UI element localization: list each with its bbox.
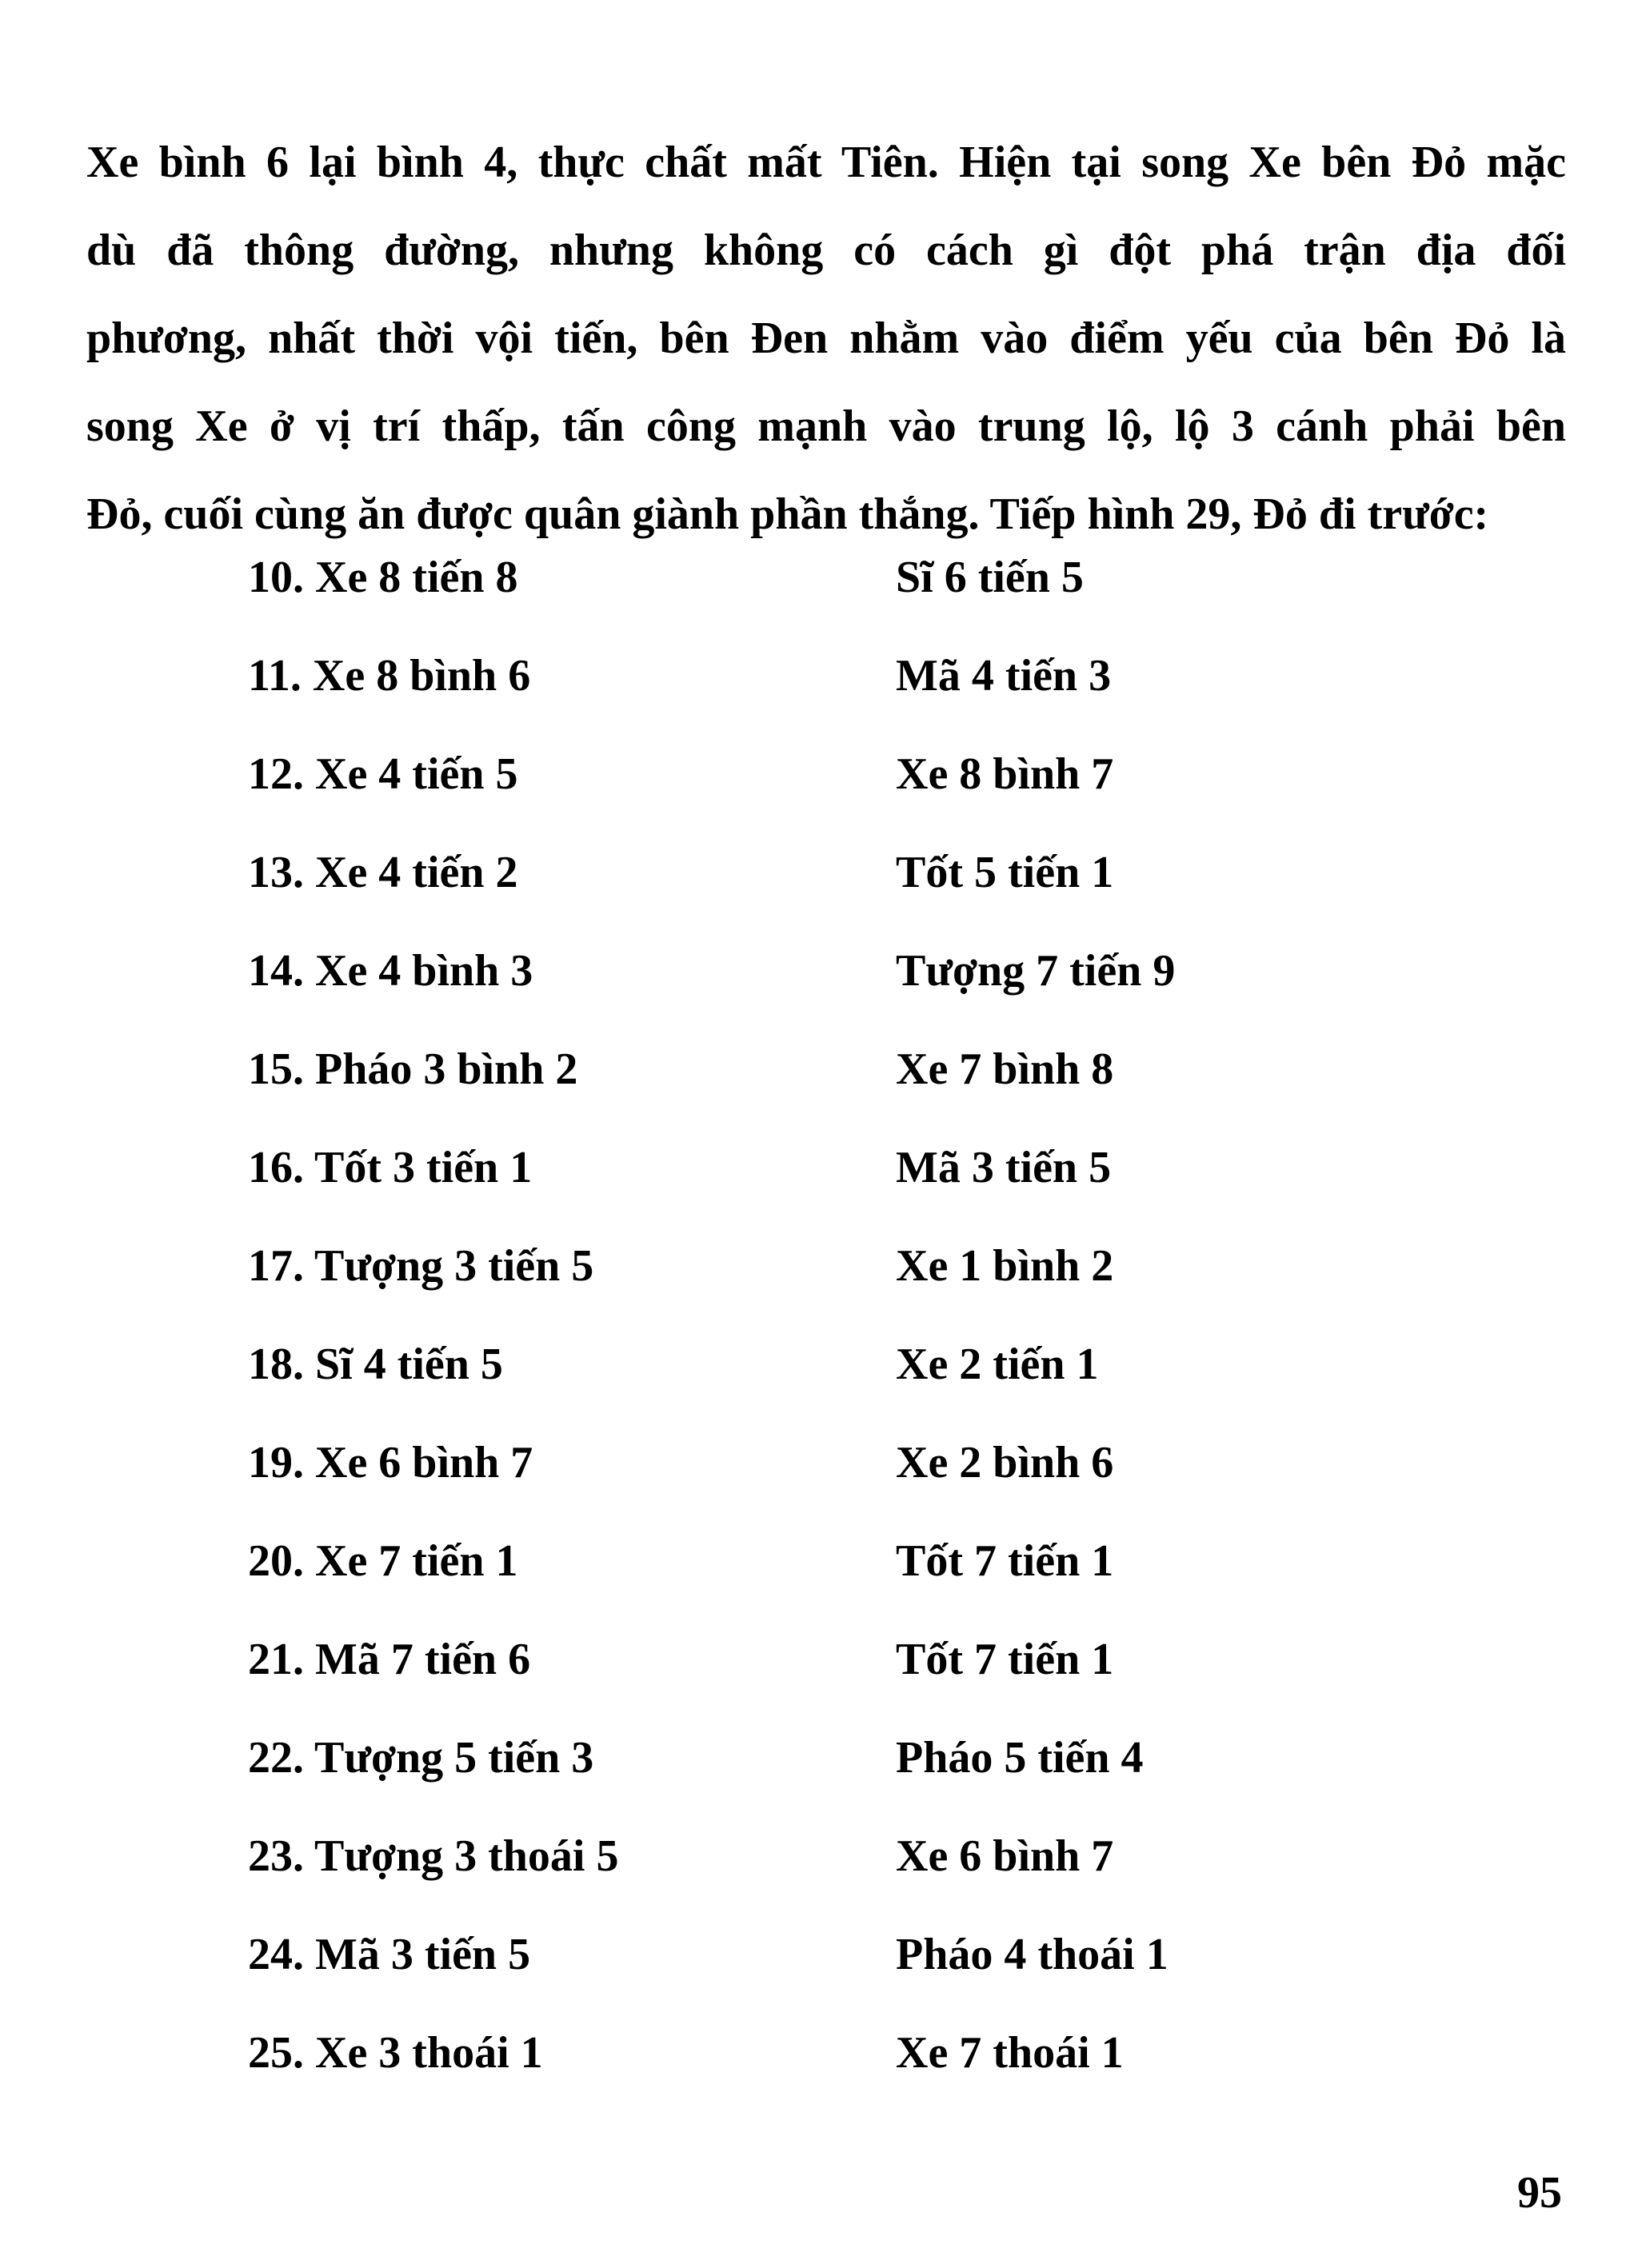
red-move: 20. Xe 7 tiến 1: [248, 1536, 518, 1586]
move-row: [248, 1824, 1448, 1923]
red-move: 14. Xe 4 bình 3: [248, 946, 533, 996]
paragraph-line: dù đã thông đường, nhưng không có cách gì đột phá trận địa đối: [86, 226, 1566, 275]
black-move: Tượng 7 tiến 9: [896, 946, 1176, 996]
move-row: [248, 644, 1448, 742]
red-move: 25. Xe 3 thoái 1: [248, 2028, 543, 2078]
red-move: 16. Tốt 3 tiến 1: [248, 1143, 533, 1192]
move-row: [248, 1726, 1448, 1824]
move-row: [248, 2021, 1448, 2119]
red-move: 21. Mã 7 tiến 6: [248, 1635, 531, 1684]
black-move: Pháo 5 tiến 4: [896, 1733, 1144, 1783]
move-list: [248, 545, 1448, 2119]
black-move: Mã 3 tiến 5: [896, 1143, 1112, 1192]
black-move: Xe 2 tiến 1: [896, 1340, 1099, 1389]
black-move: Tốt 7 tiến 1: [896, 1536, 1114, 1586]
move-row: [248, 1431, 1448, 1529]
paragraph-line: song Xe ở vị trí thấp, tấn công mạnh vào trung lộ, lộ 3 cánh phải bên: [86, 401, 1566, 451]
red-move: 12. Xe 4 tiến 5: [248, 749, 518, 799]
move-row: [248, 1037, 1448, 1136]
move-row: [248, 1627, 1448, 1726]
red-move: 13. Xe 4 tiến 2: [248, 848, 518, 897]
red-move: 15. Pháo 3 bình 2: [248, 1044, 578, 1094]
move-row: [248, 1332, 1448, 1431]
black-move: Xe 7 bình 8: [896, 1044, 1114, 1094]
black-move: Xe 8 bình 7: [896, 749, 1114, 799]
intro-paragraph: [86, 118, 1566, 558]
red-move: 23. Tượng 3 thoái 5: [248, 1831, 619, 1881]
black-move: Tốt 7 tiến 1: [896, 1635, 1114, 1684]
black-move: Xe 6 bình 7: [896, 1831, 1114, 1881]
paragraph-line: phương, nhất thời vội tiến, bên Đen nhằm vào điểm yếu của bên Đỏ là: [86, 313, 1566, 363]
page-number: 95: [1517, 2168, 1562, 2218]
move-row: [248, 1923, 1448, 2021]
black-move: Xe 7 thoái 1: [896, 2028, 1124, 2078]
black-move: Xe 1 bình 2: [896, 1241, 1114, 1291]
red-move: 22. Tượng 5 tiến 3: [248, 1733, 594, 1783]
red-move: 18. Sĩ 4 tiến 5: [248, 1340, 503, 1389]
black-move: Pháo 4 thoái 1: [896, 1930, 1169, 1979]
paragraph-line: Đỏ, cuối cùng ăn được quân giành phần thắng. Tiếp hình 29, Đỏ đi trước:: [86, 489, 1489, 539]
move-row: [248, 1136, 1448, 1234]
red-move: 24. Mã 3 tiến 5: [248, 1930, 531, 1979]
move-row: [248, 1234, 1448, 1332]
red-move: 17. Tượng 3 tiến 5: [248, 1241, 594, 1291]
red-move: 11. Xe 8 bình 6: [248, 651, 531, 701]
red-move: 19. Xe 6 bình 7: [248, 1438, 533, 1487]
move-row: [248, 1529, 1448, 1627]
red-move: 10. Xe 8 tiến 8: [248, 553, 518, 602]
move-row: [248, 939, 1448, 1037]
move-row: [248, 545, 1448, 644]
move-row: [248, 841, 1448, 939]
black-move: Xe 2 bình 6: [896, 1438, 1114, 1487]
black-move: Tốt 5 tiến 1: [896, 848, 1114, 897]
move-row: [248, 742, 1448, 841]
black-move: Mã 4 tiến 3: [896, 651, 1112, 701]
paragraph-line: Xe bình 6 lại bình 4, thực chất mất Tiên. Hiện tại song Xe bên Đỏ mặc: [86, 138, 1566, 187]
black-move: Sĩ 6 tiến 5: [896, 553, 1084, 602]
